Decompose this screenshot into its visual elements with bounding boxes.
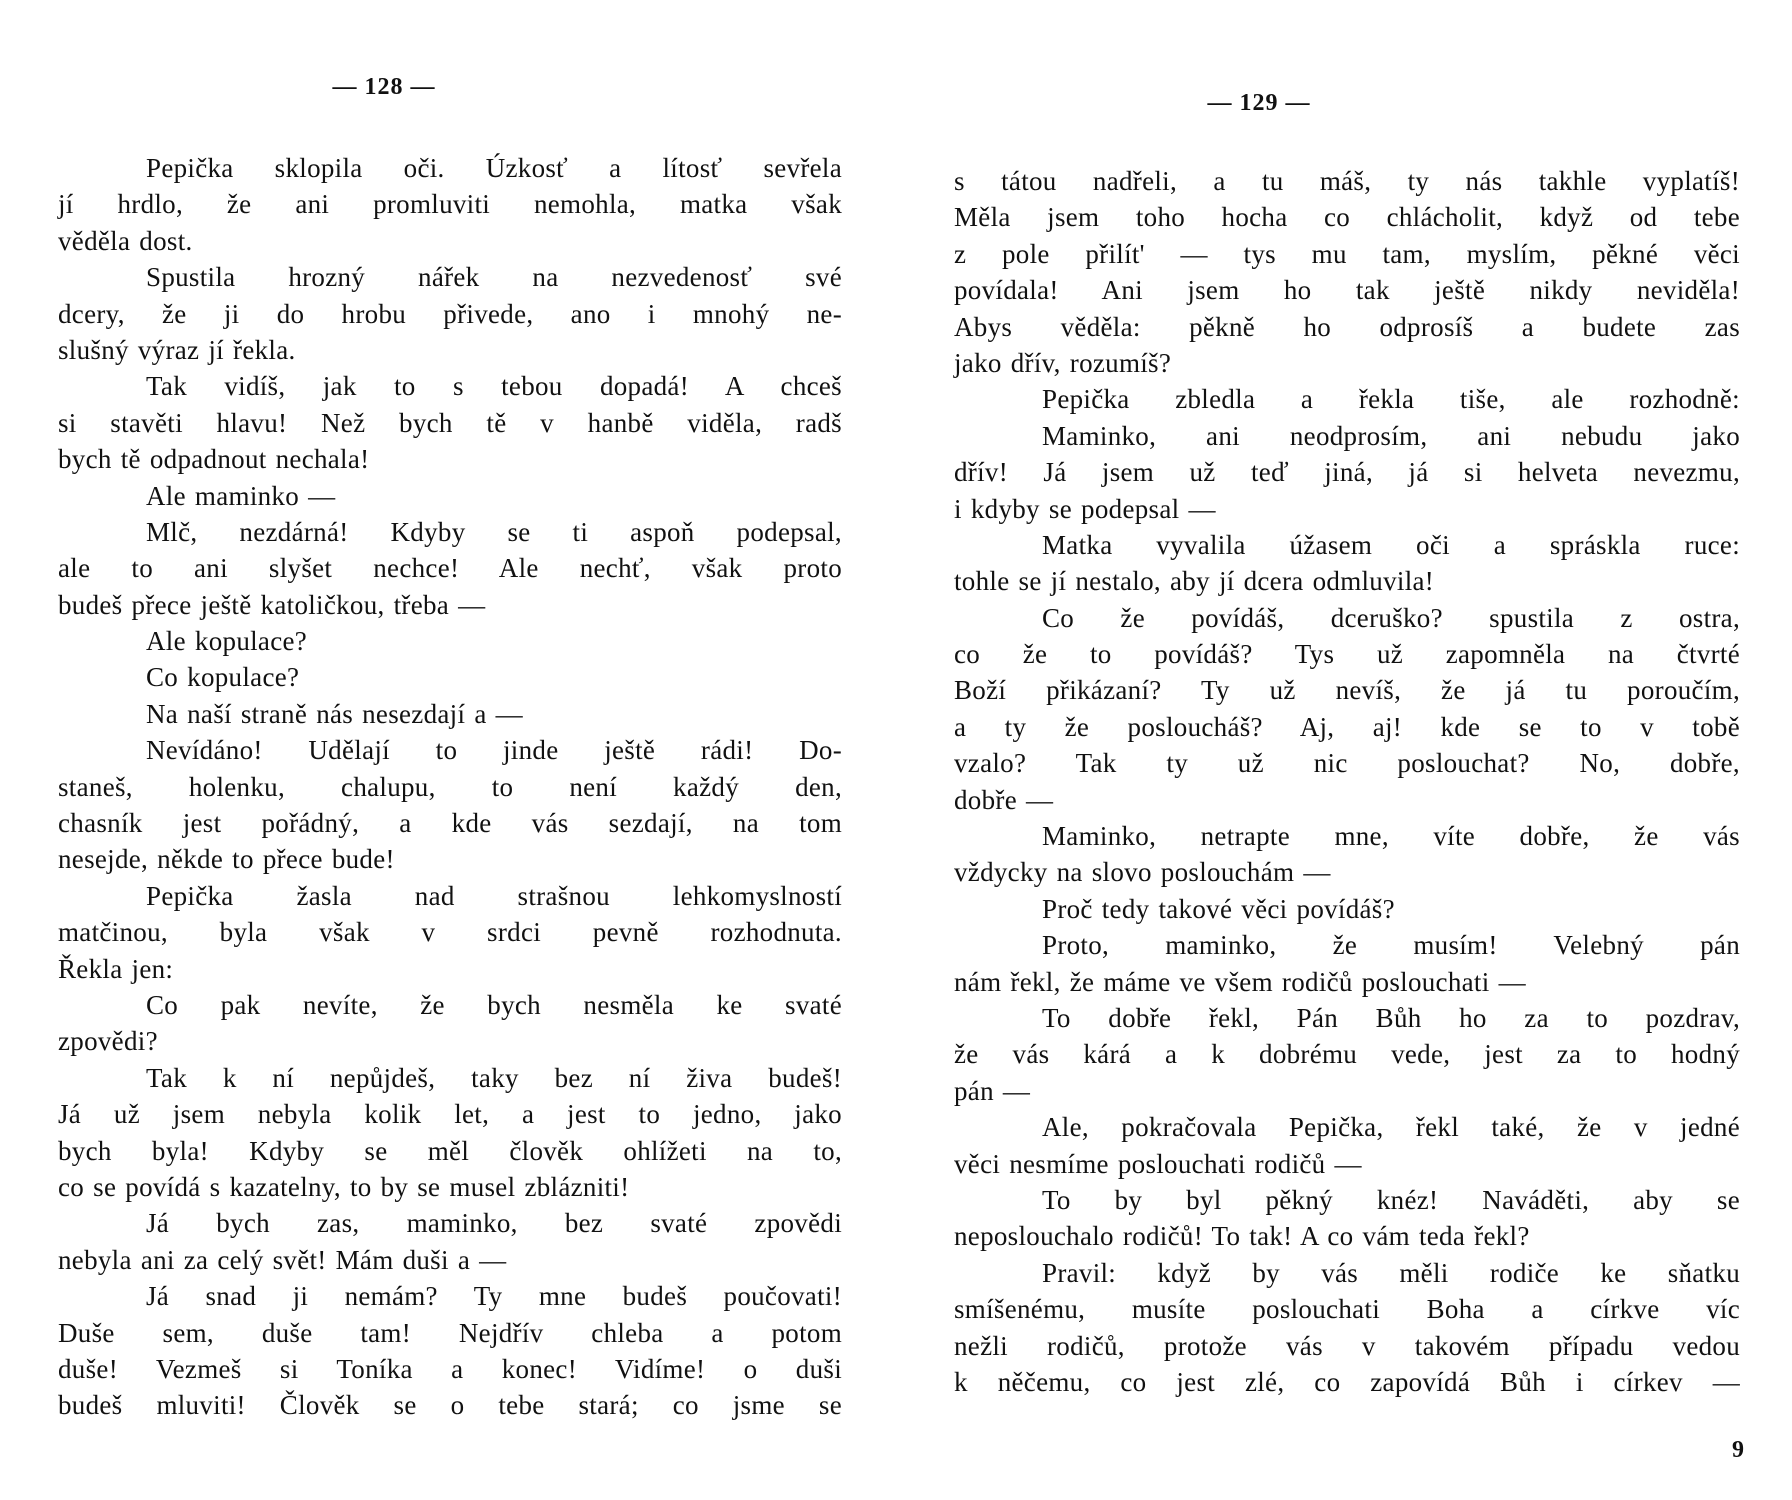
text-line: s tátou nadřeli, a tu máš, ty nás takhle vyplatíš! [954,166,1740,196]
text-line: Boží přikázaní? Ty už nevíš, že já tu poroučím, [954,675,1740,706]
signature-mark: 9 [1732,1437,1744,1463]
text-line: co že to povídáš? Tys už zapomněla na čtvrté [954,639,1740,670]
text-line: Co že povídáš, dceruško? spustila z ostra, [1042,602,1740,633]
text-line: Co kopulace? [146,662,300,693]
text-line: věci nesmíme poslouchati rodičů — [954,1148,1362,1179]
text-line: Řekla jen: [58,953,174,984]
text-line: Co pak nevíte, že bych nesměla ke svaté [146,989,842,1020]
text-line: že vás kárá a k dobrému vede, jest za to hodný [954,1039,1740,1070]
text-line: duše! Vezmeš si Toníka a konec! Vidíme! o duši [58,1353,842,1384]
text-line: Proto, maminko, že musím! Velebný pán [1042,930,1740,961]
text-line: Já snad ji nemám? Ty mne budeš poučovati! [146,1281,842,1312]
text-line: Ale, pokračovala Pepička, řekl také, že v jedné [1042,1112,1740,1143]
text-line: Maminko, netrapte mne, víte dobře, že vás [1042,821,1740,852]
text-line: k něčemu, co jest zlé, co zapovídá Bůh i církev — [954,1366,1740,1397]
text-line: slušný výraz jí řekla. [58,334,296,365]
text-line: jako dřív, rozumíš? [954,347,1172,378]
text-line: Tak vidíš, jak to s tebou dopadá! A chceš [146,371,842,402]
text-line: dcery, že ji do hrobu přivede, ano i mnohý ne- [58,298,842,329]
left-page-text [58,150,842,1424]
text-line: budeš přece ještě katoličkou, třeba — [58,589,486,620]
text-line: Mlč, nezdárná! Kdyby se ti aspoň podepsal, [146,516,842,547]
text-line: Já bych zas, maminko, bez svaté zpovědi [146,1208,842,1239]
text-line: nám řekl, že máme ve všem rodičů poslouchati — [954,966,1526,997]
text-line: Spustila hrozný nářek na nezvedenosť své [146,262,842,293]
text-line: a ty že posloucháš? Aj, aj! kde se to v tobě [954,711,1740,742]
text-line: Ale kopulace? [146,626,308,657]
text-line: věděla dost. [58,225,193,256]
right-page [954,0,1740,1500]
page-number-left: — 128 — [332,74,436,100]
text-line: Pepička žasla nad strašnou lehkomyslností [146,880,842,911]
text-line: dřív! Já jsem už teď jiná, já si helveta nevezmu, [954,457,1740,488]
left-page [58,0,842,1500]
text-line: Pepička sklopila oči. Úzkosť a lítosť sevřela [146,153,842,183]
text-line: matčinou, byla však v srdci pevně rozhodnuta. [58,917,842,948]
text-line: chasník jest pořádný, a kde vás sezdají, na tom [58,808,842,839]
text-line: vždycky na slovo poslouchám — [954,857,1331,888]
text-line: si stavěti hlavu! Než bych tě v hanbě viděla, radš [58,407,842,438]
text-line: Duše sem, duše tam! Nejdřív chleba a potom [58,1317,842,1348]
text-line: Měla jsem toho hocha co chlácholit, když od tebe [954,202,1740,233]
text-line: vzalo? Tak ty už nic poslouchat? No, dobře, [954,748,1740,779]
text-line: Pepička zbledla a řekla tiše, ale rozhodně: [1042,384,1740,415]
text-line: To dobře řekl, Pán Bůh ho za to pozdrav, [1042,1002,1740,1033]
text-line: Maminko, ani neodprosím, ani nebudu jako [1042,420,1740,451]
page-number-right: — 129 — [1207,90,1311,116]
text-line: z pole přilít' — tys mu tam, myslím, pěkné věci [954,238,1740,269]
text-line: povídala! Ani jsem ho tak ještě nikdy neviděla! [954,275,1740,306]
text-line: Já už jsem nebyla kolik let, a jest to jedno, jako [58,1099,842,1130]
text-line: Abys věděla: pěkně ho odprosíš a budete zas [954,311,1740,342]
text-line: pán — [954,1075,1031,1106]
text-line: To by byl pěkný knéz! Naváděti, aby se [1042,1184,1740,1215]
text-line: bych byla! Kdyby se měl člověk ohlížeti na to, [58,1135,842,1166]
text-line: Tak k ní nepůjdeš, taky bez ní živa budeš! [146,1062,842,1093]
text-line: Proč tedy takové věci povídáš? [1042,893,1395,924]
text-line: ale to ani slyšet nechce! Ale nechť, však proto [58,553,842,584]
text-line: nebyla ani za celý svět! Mám duši a — [58,1244,507,1275]
text-line: dobře — [954,784,1054,815]
text-line: Matka vyvalila úžasem oči a spráskla ruce: [1042,529,1740,560]
text-line: neposlouchalo rodičů! To tak! A co vám teda řekl? [954,1221,1530,1252]
text-line: nežli rodičů, protože vás v takovém případu vedou [954,1330,1740,1361]
text-line: Nevídáno! Udělají to jinde ještě rádi! Do- [146,735,842,766]
text-line: tohle se jí nestalo, aby jí dcera odmluvila! [954,566,1435,597]
text-line: staneš, holenku, chalupu, to není každý den, [58,771,842,802]
text-line: Pravil: když by vás měli rodiče ke sňatku [1042,1257,1740,1288]
text-line: co se povídá s kazatelny, to by se musel zblázniti! [58,1171,630,1202]
text-line: i kdyby se podepsal — [954,493,1216,524]
right-page-text [954,163,1740,1400]
text-line: budeš mluviti! Člověk se o tebe stará; co jsme se [58,1390,842,1421]
text-line: zpovědi? [58,1026,158,1057]
text-line: Na naší straně nás nesezdají a — [146,698,523,729]
text-line: jí hrdlo, že ani promluviti nemohla, matka však [58,189,842,220]
text-line: nesejde, někde to přece bude! [58,844,395,875]
text-line: bych tě odpadnout nechala! [58,444,370,475]
text-line: Ale maminko — [146,480,336,511]
text-line: smíšenému, musíte poslouchati Boha a církve víc [954,1294,1740,1325]
